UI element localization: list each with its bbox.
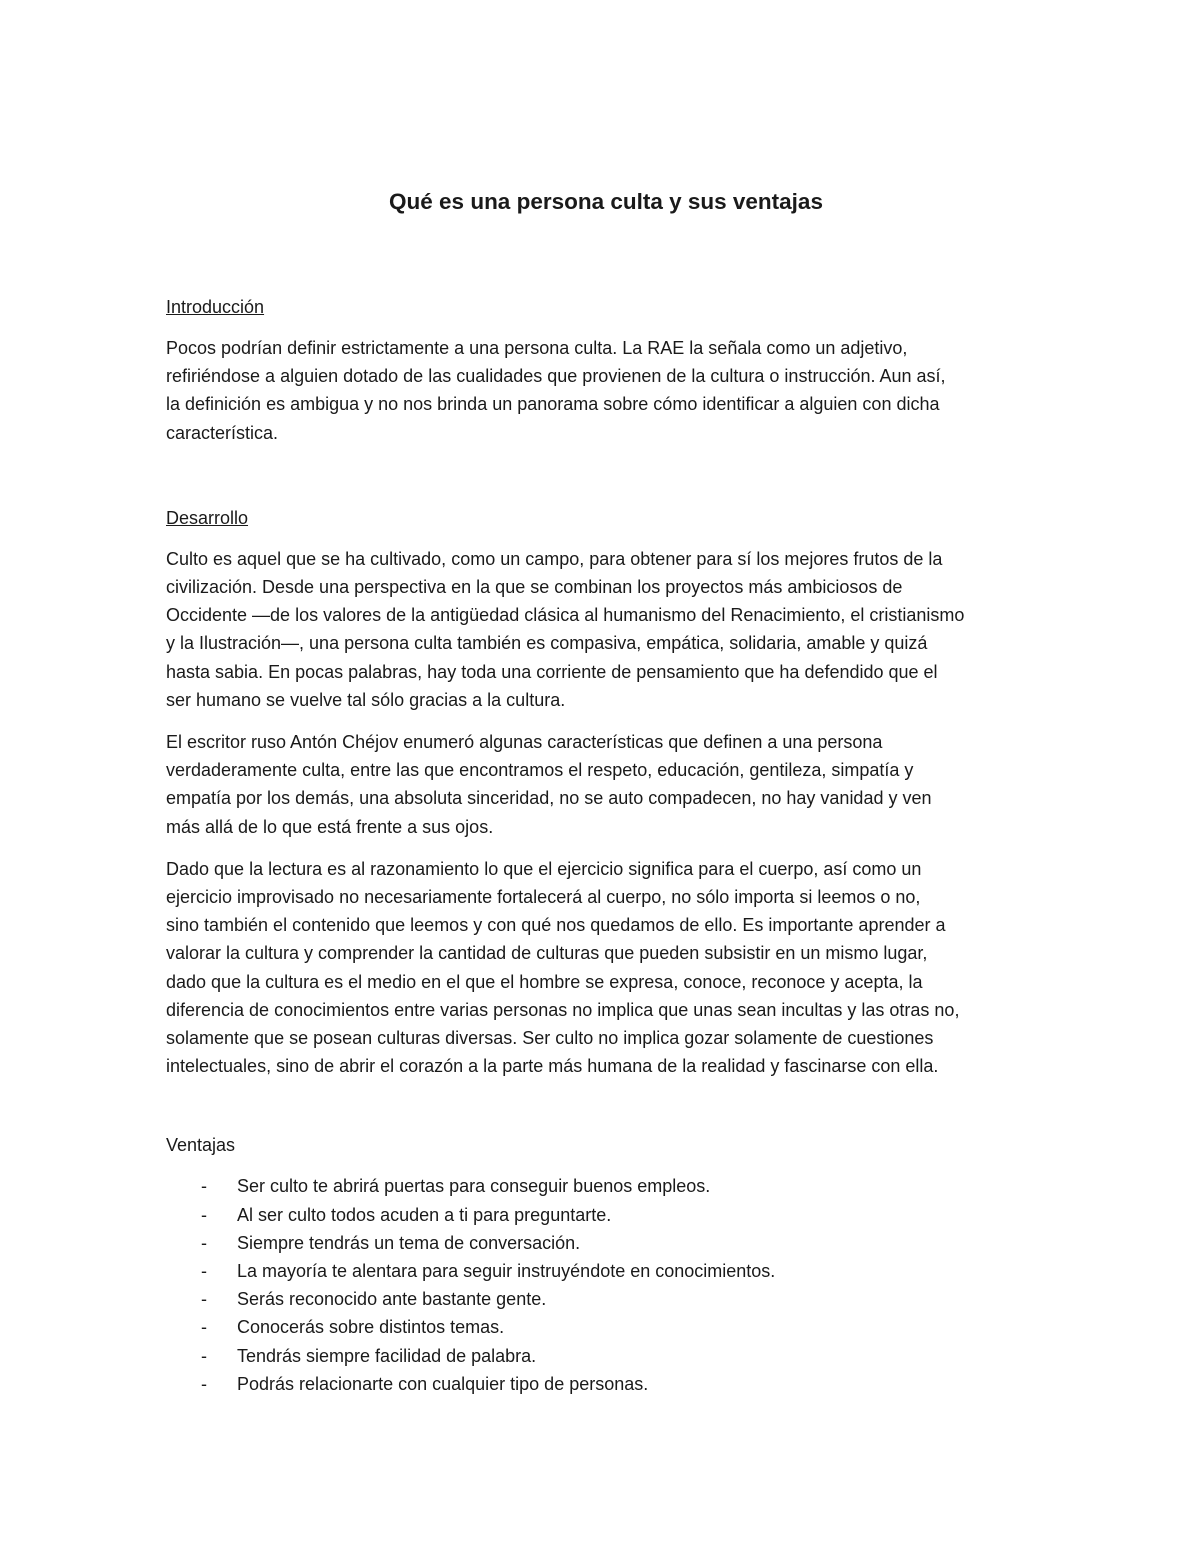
bullet-dash: -: [201, 1261, 207, 1282]
section-spacer: [166, 1094, 1046, 1131]
text-line: ejercicio improvisado no necesariamente fortalecerá al cuerpo, no sólo importa si leemos o no,: [166, 887, 921, 908]
list-item-text: Tendrás siempre facilidad de palabra.: [237, 1345, 537, 1366]
text-line: hasta sabia. En pocas palabras, hay toda una corriente de pensamiento que ha defendido que el: [166, 661, 938, 682]
bullet-dash: -: [201, 1176, 207, 1197]
ventajas-list: [166, 1172, 1046, 1398]
text-line: Pocos podrían definir estrictamente a una persona culta. La RAE la señala como un adjetivo,: [166, 338, 908, 358]
bullet-dash: -: [201, 1232, 207, 1253]
desarrollo-paragraph-2: [166, 728, 1046, 841]
bullet-dash: -: [201, 1373, 207, 1394]
text-line: la definición es ambigua y no nos brinda un panorama sobre cómo identificar a alguien con dicha: [166, 394, 940, 415]
text-line: más allá de lo que está frente a sus ojos.: [166, 816, 494, 837]
bullet-dash: -: [201, 1204, 207, 1225]
intro-paragraph: [166, 334, 1046, 447]
bullet-dash: -: [201, 1317, 207, 1338]
document-body: [166, 186, 1046, 1398]
text-line: dado que la cultura es el medio en el que el hombre se expresa, conoce, reconoce y acepta, la: [166, 971, 923, 992]
text-line: El escritor ruso Antón Chéjov enumeró algunas características que definen a una persona: [166, 732, 883, 753]
desarrollo-paragraph-1: [166, 545, 1046, 714]
section-heading-introduccion: Introducción: [166, 297, 265, 317]
text-line: ser humano se vuelve tal sólo gracias a la cultura.: [166, 689, 566, 710]
text-line: diferencia de conocimientos entre varias personas no implica que unas sean incultas y las otras no,: [166, 999, 960, 1020]
desarrollo-paragraph-3: [166, 855, 1046, 1081]
text-line: sino también el contenido que leemos y con qué nos quedamos de ello. Es importante aprender a: [166, 915, 946, 936]
section-heading-ventajas: Ventajas: [166, 1135, 236, 1156]
text-line: solamente que se posean culturas diversas. Ser culto no implica gozar solamente de cuestiones: [166, 1028, 934, 1049]
text-line: refiriéndose a alguien dotado de las cualidades que provienen de la cultura o instrucción. Aun así,: [166, 366, 946, 387]
text-line: intelectuales, sino de abrir el corazón a la parte más humana de la realidad y fascinarse con ella.: [166, 1056, 939, 1077]
list-item: [166, 1257, 1046, 1285]
list-item: [166, 1201, 1046, 1229]
list-item: [166, 1370, 1046, 1398]
list-item-text: Podrás relacionarte con cualquier tipo de personas.: [237, 1373, 649, 1394]
text-line: empatía por los demás, una absoluta sinceridad, no se auto compadecen, no hay vanidad y ven: [166, 788, 932, 809]
list-item-text: Conocerás sobre distintos temas.: [237, 1317, 505, 1338]
section-heading-desarrollo: Desarrollo: [166, 507, 249, 528]
list-item-text: La mayoría te alentara para seguir instruyéndote en conocimientos.: [237, 1261, 776, 1282]
list-item: [166, 1229, 1046, 1257]
list-item: [166, 1172, 1046, 1200]
text-line: verdaderamente culta, entre las que encontramos el respeto, educación, gentileza, simpatía y: [166, 760, 914, 781]
text-line: y la Ilustración—, una persona culta también es compasiva, empática, solidaria, amable y quizá: [166, 633, 928, 654]
text-line: característica.: [166, 422, 279, 443]
list-item-text: Ser culto te abrirá puertas para conseguir buenos empleos.: [237, 1176, 711, 1197]
list-item: [166, 1313, 1046, 1341]
bullet-dash: -: [201, 1345, 207, 1366]
text-line: Occidente —de los valores de la antigüedad clásica al humanismo del Renacimiento, el cristianismo: [166, 605, 965, 626]
text-line: Culto es aquel que se ha cultivado, como un campo, para obtener para sí los mejores frutos de la: [166, 548, 943, 569]
document-title: Qué es una persona culta y sus ventajas: [389, 189, 823, 214]
list-item: [166, 1342, 1046, 1370]
text-line: Dado que la lectura es al razonamiento lo que el ejercicio significa para el cuerpo, así como un: [166, 858, 922, 879]
list-item-text: Al ser culto todos acuden a ti para preguntarte.: [237, 1204, 612, 1225]
bullet-dash: -: [201, 1289, 207, 1310]
list-item-text: Serás reconocido ante bastante gente.: [237, 1289, 547, 1310]
section-spacer: [166, 461, 1046, 504]
text-line: civilización. Desde una perspectiva en la que se combinan los proyectos más ambiciosos de: [166, 577, 903, 598]
list-item-text: Siempre tendrás un tema de conversación.: [237, 1232, 581, 1253]
list-item: [166, 1285, 1046, 1313]
text-line: valorar la cultura y comprender la cantidad de culturas que pueden subsistir en un mismo lugar,: [166, 943, 928, 964]
